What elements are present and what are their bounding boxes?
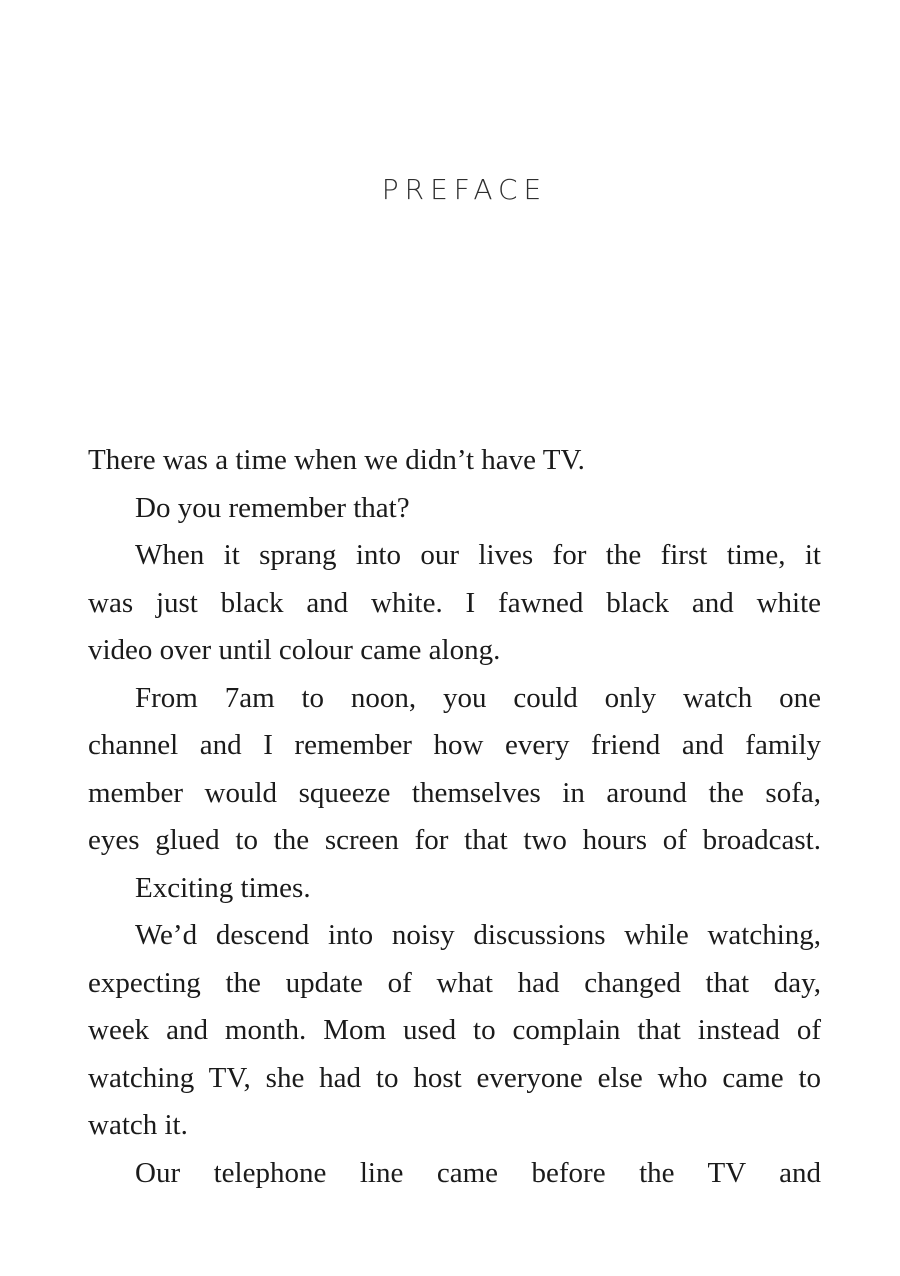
page-title: PREFACE xyxy=(381,173,548,206)
text-line: Exciting times. xyxy=(135,871,311,904)
text-line: When it sprang into our lives for the first time, it xyxy=(135,539,821,571)
body-text xyxy=(88,437,821,1197)
text-line: There was a time when we didn’t have TV. xyxy=(88,444,585,476)
text-line: We’d descend into noisy discussions while watching, xyxy=(135,919,821,951)
text-line: video over until colour came along. xyxy=(88,634,501,666)
text-line: Do you remember that? xyxy=(135,491,410,524)
text-line: member would squeeze themselves in around the sofa, xyxy=(88,776,821,809)
text-line: eyes glued to the screen for that two hours of broadcast. xyxy=(88,824,821,856)
text-line: channel and I remember how every friend and family xyxy=(88,729,821,761)
text-line: week and month. Mom used to complain that instead of xyxy=(88,1014,821,1046)
text-line: watching TV, she had to host everyone else who came to xyxy=(88,1061,821,1094)
text-line: expecting the update of what had changed that day, xyxy=(88,966,821,999)
text-line: watch it. xyxy=(88,1109,188,1141)
text-line: Our telephone line came before the TV and xyxy=(135,1156,821,1189)
text-line: From 7am to noon, you could only watch one xyxy=(135,681,821,714)
text-line: was just black and white. I fawned black and white xyxy=(88,586,821,619)
